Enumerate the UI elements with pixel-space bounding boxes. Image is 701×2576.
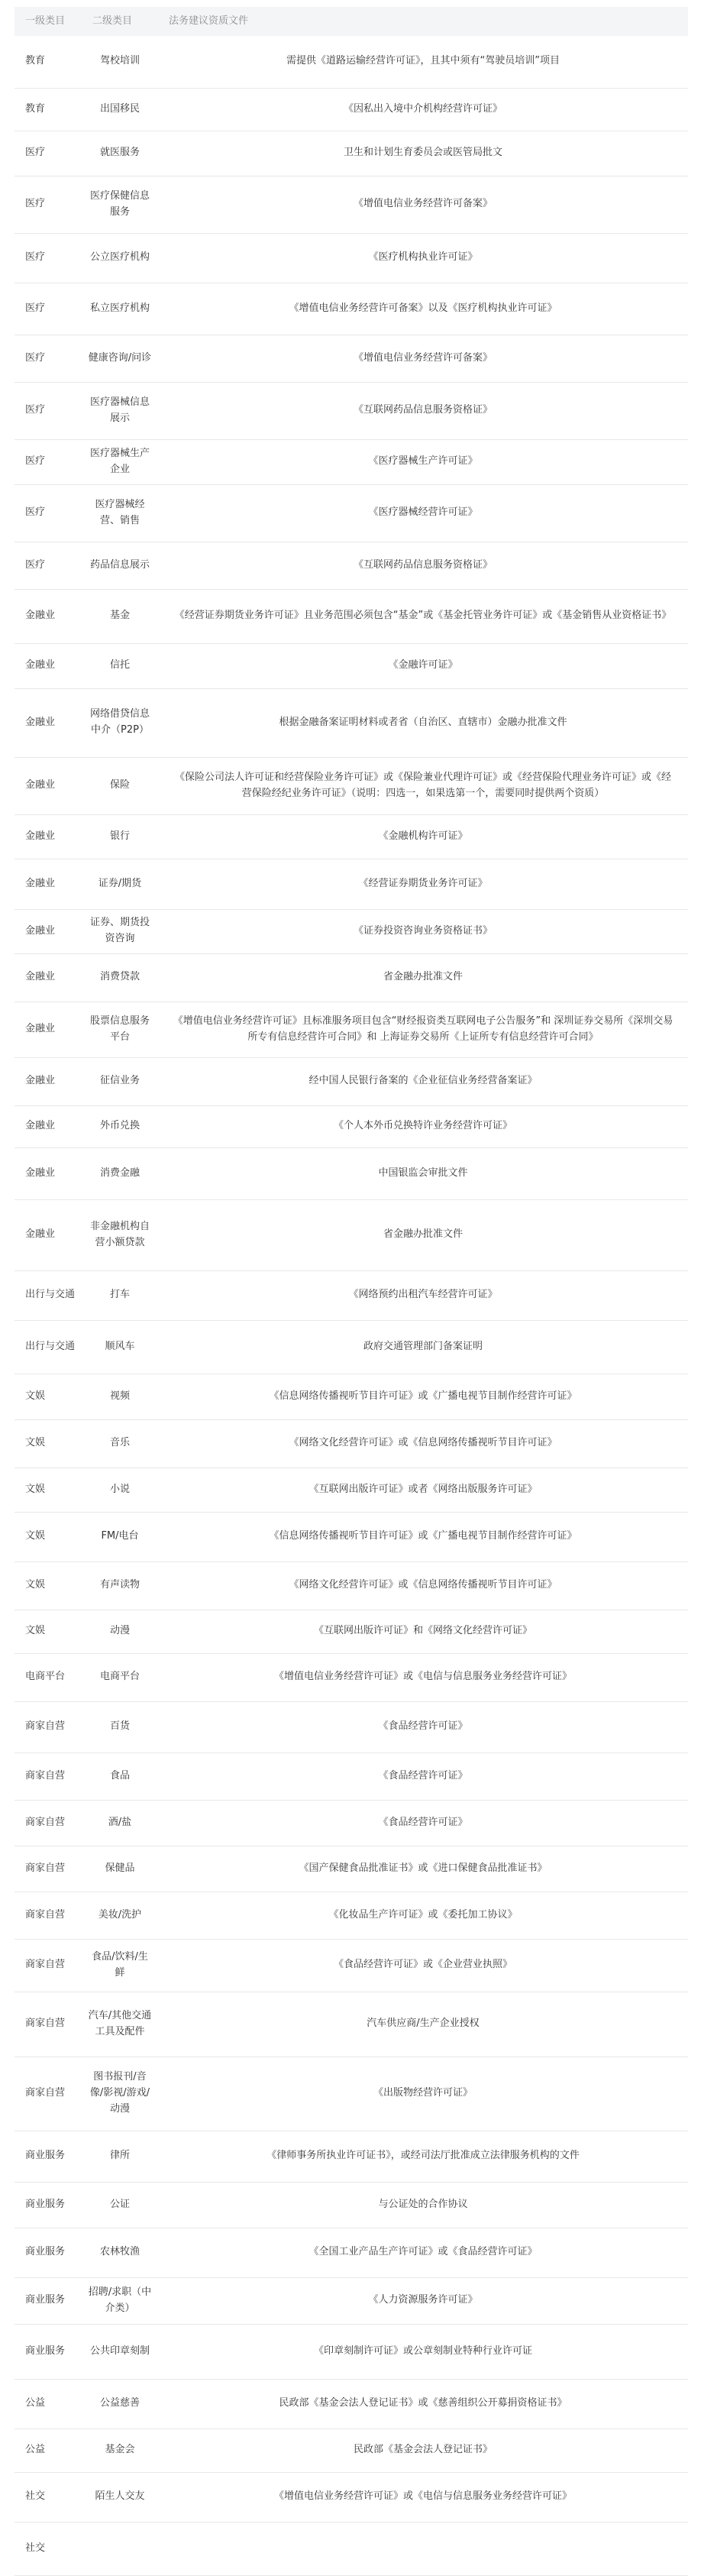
table-row <box>15 439 688 484</box>
level1-category-cell: 金融业 <box>15 589 82 643</box>
level1-category-cell: 金融业 <box>15 953 82 1002</box>
level1-category-cell: 医疗 <box>15 382 82 439</box>
level1-category-cell: 医疗 <box>15 283 82 335</box>
level2-category-cell: 出国移民 <box>82 88 158 131</box>
level1-category-cell: 医疗 <box>15 484 82 542</box>
level1-category-cell: 公益 <box>15 2379 82 2429</box>
level2-category-cell: 公证 <box>82 2182 158 2228</box>
level1-category-cell: 金融业 <box>15 688 82 757</box>
level1-category-cell: 商家自营 <box>15 2057 82 2131</box>
level1-category-cell: 金融业 <box>15 1147 82 1199</box>
level2-category-cell: 驾校培训 <box>82 36 158 88</box>
table-row <box>15 1846 688 1892</box>
table-row <box>15 2182 688 2228</box>
level2-category-cell: 就医服务 <box>82 131 158 176</box>
table-row <box>15 1561 688 1610</box>
table-row <box>15 1610 688 1653</box>
table-row <box>15 1800 688 1846</box>
level1-category-cell: 出行与交通 <box>15 1270 82 1320</box>
table-row <box>15 2277 688 2324</box>
table-row <box>15 643 688 688</box>
table-row <box>15 542 688 589</box>
table-row <box>15 2379 688 2429</box>
table-row <box>15 1752 688 1800</box>
qualification-cell: 《人力资源服务许可证》 <box>158 2277 688 2324</box>
level2-category-cell: 公共印章刻制 <box>82 2324 158 2379</box>
qualification-cell: 《个人本外币兑换特许业务经营许可证》 <box>158 1105 688 1147</box>
qualification-cell: 《经营证券期货业务许可证》且业务范围必须包含“基金”或《基金托管业务许可证》或《基金销售从业资格证书》 <box>158 589 688 643</box>
table-row <box>15 233 688 283</box>
table-row <box>15 1701 688 1752</box>
level2-category-cell: 医疗器械生产企业 <box>82 439 158 484</box>
qualification-cell: 《因私出入境中介机构经营许可证》 <box>158 88 688 131</box>
level2-category-cell: 保健品 <box>82 1846 158 1892</box>
level1-category-cell: 商家自营 <box>15 1892 82 1939</box>
qualification-cell: 《食品经营许可证》 <box>158 1800 688 1846</box>
table-row <box>15 1270 688 1320</box>
qualification-cell: 《金融许可证》 <box>158 643 688 688</box>
qualification-cell: 《律师事务所执业许可证书》，或经司法厅批准成立法律服务机构的文件 <box>158 2131 688 2182</box>
level2-category-cell: 打车 <box>82 1270 158 1320</box>
level1-category-cell: 商家自营 <box>15 1939 82 1992</box>
level2-category-cell: 股票信息服务平台 <box>82 1002 158 1057</box>
qualification-cell: 《互联网出版许可证》和《网络文化经营许可证》 <box>158 1610 688 1653</box>
table-row <box>15 335 688 382</box>
table-body <box>15 36 688 2575</box>
qualification-cell: 《信息网络传播视听节目许可证》或《广播电视节目制作经营许可证》 <box>158 1374 688 1419</box>
table-row <box>15 1147 688 1199</box>
level1-category-cell: 商业服务 <box>15 2324 82 2379</box>
table-row <box>15 176 688 233</box>
qualification-cell: 中国银监会审批文件 <box>158 1147 688 1199</box>
table-row <box>15 484 688 542</box>
qualification-cell: 《全国工业产品生产许可证》或《食品经营许可证》 <box>158 2228 688 2277</box>
qualification-cell: 《增值电信业务经营许可证》且标准服务项目包含“财经报资类互联网电子公告服务”和 深圳证券交易所《深圳交易所专有信息经营许可合同》和 上海证券交易所《上证所专有信息经营许可合同》 <box>158 1002 688 1057</box>
level1-category-cell: 医疗 <box>15 542 82 589</box>
qualification-cell <box>158 2522 688 2575</box>
table-row <box>15 36 688 88</box>
qualification-cell: 《医疗器械生产许可证》 <box>158 439 688 484</box>
qualification-cell: 民政部《基金会法人登记证书》或《慈善组织公开募捐资格证书》 <box>158 2379 688 2429</box>
level2-category-cell: 征信业务 <box>82 1057 158 1105</box>
level1-category-cell: 金融业 <box>15 859 82 909</box>
header-level2-category: 二级类目 <box>82 7 158 36</box>
table-row <box>15 1002 688 1057</box>
table-row <box>15 1892 688 1939</box>
table-row <box>15 1939 688 1992</box>
level2-category-cell: 农林牧渔 <box>82 2228 158 2277</box>
qualification-cell: 《增值电信业务经营许可备案》 <box>158 335 688 382</box>
level1-category-cell: 金融业 <box>15 1199 82 1270</box>
level2-category-cell: 陌生人交友 <box>82 2472 158 2522</box>
level2-category-cell: 百货 <box>82 1701 158 1752</box>
level1-category-cell: 医疗 <box>15 176 82 233</box>
qualification-cell: 《医疗器械经营许可证》 <box>158 484 688 542</box>
table-row <box>15 1653 688 1701</box>
qualification-cell: 卫生和计划生育委员会或医管局批文 <box>158 131 688 176</box>
qualification-cell: 汽车供应商/生产企业授权 <box>158 1992 688 2057</box>
qualification-cell: 与公证处的合作协议 <box>158 2182 688 2228</box>
level2-category-cell: 药品信息展示 <box>82 542 158 589</box>
level1-category-cell: 文娱 <box>15 1561 82 1610</box>
level1-category-cell: 文娱 <box>15 1419 82 1468</box>
qualification-cell: 《食品经营许可证》 <box>158 1701 688 1752</box>
level2-category-cell: 电商平台 <box>82 1653 158 1701</box>
qualification-cell: 省金融办批准文件 <box>158 1199 688 1270</box>
level2-category-cell: 小说 <box>82 1468 158 1512</box>
level1-category-cell: 医疗 <box>15 131 82 176</box>
level1-category-cell: 商家自营 <box>15 1752 82 1800</box>
level1-category-cell: 文娱 <box>15 1374 82 1419</box>
level2-category-cell: 消费贷款 <box>82 953 158 1002</box>
qualification-cell: 《增值电信业务经营许可备案》以及《医疗机构执业许可证》 <box>158 283 688 335</box>
level1-category-cell: 社交 <box>15 2472 82 2522</box>
level1-category-cell: 电商平台 <box>15 1653 82 1701</box>
level2-category-cell: 图书报刊/音像/影视/游戏/动漫 <box>82 2057 158 2131</box>
table-row <box>15 1320 688 1374</box>
table-row <box>15 953 688 1002</box>
level1-category-cell: 社交 <box>15 2522 82 2575</box>
qualification-cell: 《增值电信业务经营许可证》或《电信与信息服务业务经营许可证》 <box>158 2472 688 2522</box>
qualification-cell: 《印章刻制许可证》或公章刻制业特种行业许可证 <box>158 2324 688 2379</box>
level2-category-cell: 银行 <box>82 814 158 859</box>
qualification-cell: 《网络文化经营许可证》或《信息网络传播视听节目许可证》 <box>158 1561 688 1610</box>
table-row <box>15 589 688 643</box>
level1-category-cell: 医疗 <box>15 439 82 484</box>
qualification-cell: 《金融机构许可证》 <box>158 814 688 859</box>
table-row <box>15 283 688 335</box>
qualification-cell: 省金融办批准文件 <box>158 953 688 1002</box>
level1-category-cell: 金融业 <box>15 757 82 814</box>
table-row <box>15 1374 688 1419</box>
qualification-cell: 《食品经营许可证》或《企业营业执照》 <box>158 1939 688 1992</box>
table-row <box>15 2522 688 2575</box>
table-row <box>15 688 688 757</box>
level2-category-cell: 网络借贷信息中介（P2P） <box>82 688 158 757</box>
level2-category-cell: 消费金融 <box>82 1147 158 1199</box>
qualification-cell: 《互联网出版许可证》或者《网络出版服务许可证》 <box>158 1468 688 1512</box>
level2-category-cell: 外币兑换 <box>82 1105 158 1147</box>
level1-category-cell: 文娱 <box>15 1610 82 1653</box>
level2-category-cell: 基金会 <box>82 2429 158 2472</box>
level1-category-cell: 医疗 <box>15 335 82 382</box>
level1-category-cell: 教育 <box>15 36 82 88</box>
table-row <box>15 2131 688 2182</box>
qualification-cell: 《互联网药品信息服务资格证》 <box>158 382 688 439</box>
level2-category-cell: 美妆/洗护 <box>82 1892 158 1939</box>
table-row <box>15 131 688 176</box>
qualification-cell: 《增值电信业务经营许可备案》 <box>158 176 688 233</box>
table-row <box>15 1512 688 1561</box>
qualification-cell: 需提供《道路运输经营许可证》，且其中须有“驾驶员培训”项目 <box>158 36 688 88</box>
qualification-cell: 《食品经营许可证》 <box>158 1752 688 1800</box>
level1-category-cell: 商家自营 <box>15 1846 82 1892</box>
level2-category-cell: 酒/盐 <box>82 1800 158 1846</box>
table-row <box>15 2057 688 2131</box>
table-row <box>15 2472 688 2522</box>
qualification-cell: 《网络预约出租汽车经营许可证》 <box>158 1270 688 1320</box>
level1-category-cell: 文娱 <box>15 1512 82 1561</box>
level2-category-cell: 保险 <box>82 757 158 814</box>
header-level1-category: 一级类目 <box>15 7 82 36</box>
table-row <box>15 1057 688 1105</box>
level1-category-cell: 商家自营 <box>15 1800 82 1846</box>
table-row <box>15 2324 688 2379</box>
table-row <box>15 88 688 131</box>
qualification-cell: 《网络文化经营许可证》或《信息网络传播视听节目许可证》 <box>158 1419 688 1468</box>
level1-category-cell: 医疗 <box>15 233 82 283</box>
table-row <box>15 2228 688 2277</box>
level2-category-cell: 视频 <box>82 1374 158 1419</box>
qualification-cell: 《互联网药品信息服务资格证》 <box>158 542 688 589</box>
level2-category-cell: 证券、期货投资咨询 <box>82 909 158 953</box>
qualification-cell: 《保险公司法人许可证和经营保险业务许可证》或《保险兼业代理许可证》或《经营保险代理业务许可证》或《经营保险经纪业务许可证》（说明：四选一，如果选第一个，需要同时提供两个资质） <box>158 757 688 814</box>
level1-category-cell: 金融业 <box>15 814 82 859</box>
level2-category-cell: FM/电台 <box>82 1512 158 1561</box>
level1-category-cell: 商家自营 <box>15 1992 82 2057</box>
level2-category-cell: 律所 <box>82 2131 158 2182</box>
qualification-cell: 《增值电信业务经营许可证》或《电信与信息服务业务经营许可证》 <box>158 1653 688 1701</box>
level2-category-cell: 汽车/其他交通工具及配件 <box>82 1992 158 2057</box>
level2-category-cell: 非金融机构自营小额贷款 <box>82 1199 158 1270</box>
qualification-cell: 《证券投资咨询业务资格证书》 <box>158 909 688 953</box>
qualification-table <box>15 7 688 2576</box>
table-row <box>15 382 688 439</box>
level1-category-cell: 金融业 <box>15 909 82 953</box>
table-row <box>15 2429 688 2472</box>
level2-category-cell: 食品/饮料/生鲜 <box>82 1939 158 1992</box>
table-row <box>15 909 688 953</box>
level2-category-cell: 信托 <box>82 643 158 688</box>
level1-category-cell: 商业服务 <box>15 2277 82 2324</box>
table-row <box>15 757 688 814</box>
level1-category-cell: 出行与交通 <box>15 1320 82 1374</box>
table-row <box>15 1468 688 1512</box>
level2-category-cell: 动漫 <box>82 1610 158 1653</box>
level2-category-cell: 食品 <box>82 1752 158 1800</box>
qualification-cell: 《出版物经营许可证》 <box>158 2057 688 2131</box>
qualification-cell: 《信息网络传播视听节目许可证》或《广播电视节目制作经营许可证》 <box>158 1512 688 1561</box>
table-row <box>15 1105 688 1147</box>
level1-category-cell: 商业服务 <box>15 2182 82 2228</box>
level1-category-cell: 教育 <box>15 88 82 131</box>
level1-category-cell: 文娱 <box>15 1468 82 1512</box>
qualification-cell: 《国产保健食品批准证书》或《进口保健食品批准证书》 <box>158 1846 688 1892</box>
level2-category-cell <box>82 2522 158 2575</box>
qualification-cell: 《医疗机构执业许可证》 <box>158 233 688 283</box>
level2-category-cell: 私立医疗机构 <box>82 283 158 335</box>
qualification-cell: 经中国人民银行备案的《企业征信业务经营备案证》 <box>158 1057 688 1105</box>
table-row <box>15 1199 688 1270</box>
header-qualification-documents: 法务建议资质文件 <box>158 7 688 36</box>
qualification-cell: 根据金融备案证明材料或者省（自治区、直辖市）金融办批准文件 <box>158 688 688 757</box>
level2-category-cell: 证券/期货 <box>82 859 158 909</box>
level2-category-cell: 基金 <box>82 589 158 643</box>
qualification-cell: 《经营证券期货业务许可证》 <box>158 859 688 909</box>
level2-category-cell: 医疗保健信息服务 <box>82 176 158 233</box>
level1-category-cell: 商家自营 <box>15 1701 82 1752</box>
table-row <box>15 859 688 909</box>
level1-category-cell: 商业服务 <box>15 2131 82 2182</box>
level1-category-cell: 商业服务 <box>15 2228 82 2277</box>
level2-category-cell: 有声读物 <box>82 1561 158 1610</box>
table-header-row <box>15 7 688 36</box>
level2-category-cell: 健康咨询/问诊 <box>82 335 158 382</box>
table-row <box>15 1419 688 1468</box>
level1-category-cell: 金融业 <box>15 643 82 688</box>
level1-category-cell: 金融业 <box>15 1105 82 1147</box>
level2-category-cell: 音乐 <box>82 1419 158 1468</box>
level2-category-cell: 公益慈善 <box>82 2379 158 2429</box>
qualification-cell: 《化妆品生产许可证》或《委托加工协议》 <box>158 1892 688 1939</box>
level2-category-cell: 医疗器械信息展示 <box>82 382 158 439</box>
qualification-cell: 民政部《基金会法人登记证书》 <box>158 2429 688 2472</box>
level1-category-cell: 公益 <box>15 2429 82 2472</box>
level2-category-cell: 招聘/求职（中介类） <box>82 2277 158 2324</box>
level2-category-cell: 公立医疗机构 <box>82 233 158 283</box>
level2-category-cell: 顺风车 <box>82 1320 158 1374</box>
level2-category-cell: 医疗器械经营、销售 <box>82 484 158 542</box>
level1-category-cell: 金融业 <box>15 1002 82 1057</box>
table-row <box>15 1992 688 2057</box>
level1-category-cell: 金融业 <box>15 1057 82 1105</box>
qualification-cell: 政府交通管理部门备案证明 <box>158 1320 688 1374</box>
table-row <box>15 814 688 859</box>
